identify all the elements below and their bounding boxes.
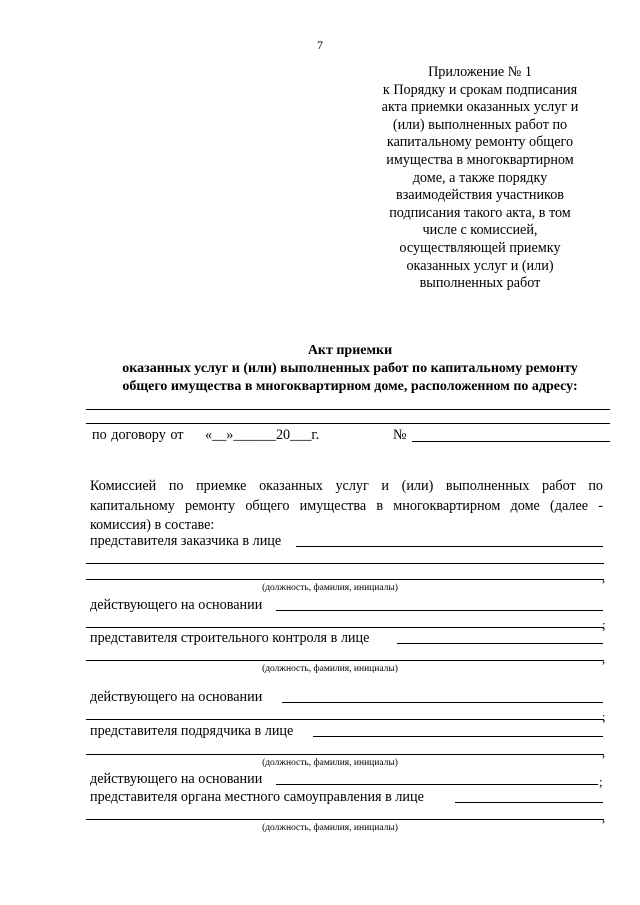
appendix-line: взаимодействия участников: [396, 187, 564, 204]
appendix-line: осуществляющей приемку: [399, 239, 561, 256]
address-line-2[interactable]: [86, 423, 610, 424]
appendix-line: капитальному ремонту общего: [386, 134, 574, 151]
appendix-line: оказанных услуг и (или): [406, 257, 554, 274]
caption-position-name: (должность, фамилия, инициалы): [262, 583, 398, 593]
semicolon: ;: [599, 774, 603, 789]
contract-date-field[interactable]: «__»______20___г.: [205, 427, 320, 443]
comma: ,: [602, 651, 606, 666]
comma: ,: [602, 810, 606, 825]
commission-line-2: капитальному ремонту общего имущества в многоквартирном доме (далее -: [90, 497, 603, 514]
title-line-1: Акт приемки: [307, 343, 393, 358]
local-government-rep-field[interactable]: [455, 802, 603, 803]
contract-number-sign: №: [393, 427, 407, 443]
contract-number-field[interactable]: [412, 441, 610, 442]
appendix-line: имущества в многоквартирном: [386, 151, 574, 168]
caption-position-name: (должность, фамилия, инициалы): [262, 758, 398, 768]
appendix-line: доме, а также порядку: [412, 169, 548, 186]
contract-prefix: по договору от: [92, 427, 184, 443]
construction-control-rep-field[interactable]: [397, 643, 603, 644]
customer-basis-field[interactable]: [276, 610, 603, 611]
customer-rep-field-3[interactable]: [86, 579, 604, 580]
customer-rep-field[interactable]: [296, 546, 603, 547]
comma: ,: [602, 745, 606, 760]
commission-paragraph: [90, 477, 603, 536]
customer-basis-label: действующего на основании: [90, 597, 263, 613]
customer-rep-label: представителя заказчика в лице: [90, 533, 282, 549]
contractor-basis-label: действующего на основании: [90, 771, 263, 787]
document-title: [60, 342, 640, 396]
appendix-line: числе с комиссией,: [422, 222, 538, 239]
commission-line-3: комиссия) в составе:: [90, 517, 215, 533]
customer-basis-field-2[interactable]: [86, 627, 604, 628]
appendix-note: [360, 64, 600, 293]
title-line-3: общего имущества в многоквартирном доме, расположенном по адресу:: [122, 379, 578, 394]
local-government-rep-field-2[interactable]: [86, 819, 604, 820]
customer-rep-field-2[interactable]: [86, 563, 604, 564]
commission-line-1: Комиссией по приемке оказанных услуг и (или) выполненных работ по: [90, 478, 603, 494]
construction-control-basis-field-2[interactable]: [86, 719, 604, 720]
caption-position-name: (должность, фамилия, инициалы): [262, 823, 398, 833]
semicolon: ;: [602, 709, 606, 724]
contractor-rep-label: представителя подрядчика в лице: [90, 723, 294, 739]
appendix-line: подписания такого акта, в том: [389, 204, 571, 221]
construction-control-basis-label: действующего на основании: [90, 689, 263, 705]
title-line-2: оказанных услуг и (или) выполненных работ по капитальному ремонту: [122, 361, 578, 376]
appendix-line: к Порядку и срокам подписания: [382, 81, 578, 98]
comma: ,: [602, 570, 606, 585]
appendix-line: выполненных работ: [419, 275, 541, 292]
contractor-rep-field-2[interactable]: [86, 754, 604, 755]
page-number: 7: [317, 38, 323, 52]
appendix-line: Приложение № 1: [428, 64, 532, 80]
semicolon: ;: [602, 617, 606, 632]
address-line-1[interactable]: [86, 409, 610, 410]
construction-control-basis-field[interactable]: [282, 702, 603, 703]
construction-control-rep-field-2[interactable]: [86, 660, 604, 661]
appendix-line: акта приемки оказанных услуг и: [381, 99, 579, 116]
contractor-basis-field[interactable]: [276, 784, 598, 785]
contractor-rep-field[interactable]: [313, 736, 603, 737]
caption-position-name: (должность, фамилия, инициалы): [262, 664, 398, 674]
appendix-line: (или) выполненных работ по: [392, 116, 568, 133]
local-government-rep-label: представителя органа местного самоуправления в лице: [90, 789, 424, 805]
construction-control-rep-label: представителя строительного контроля в лице: [90, 630, 370, 646]
